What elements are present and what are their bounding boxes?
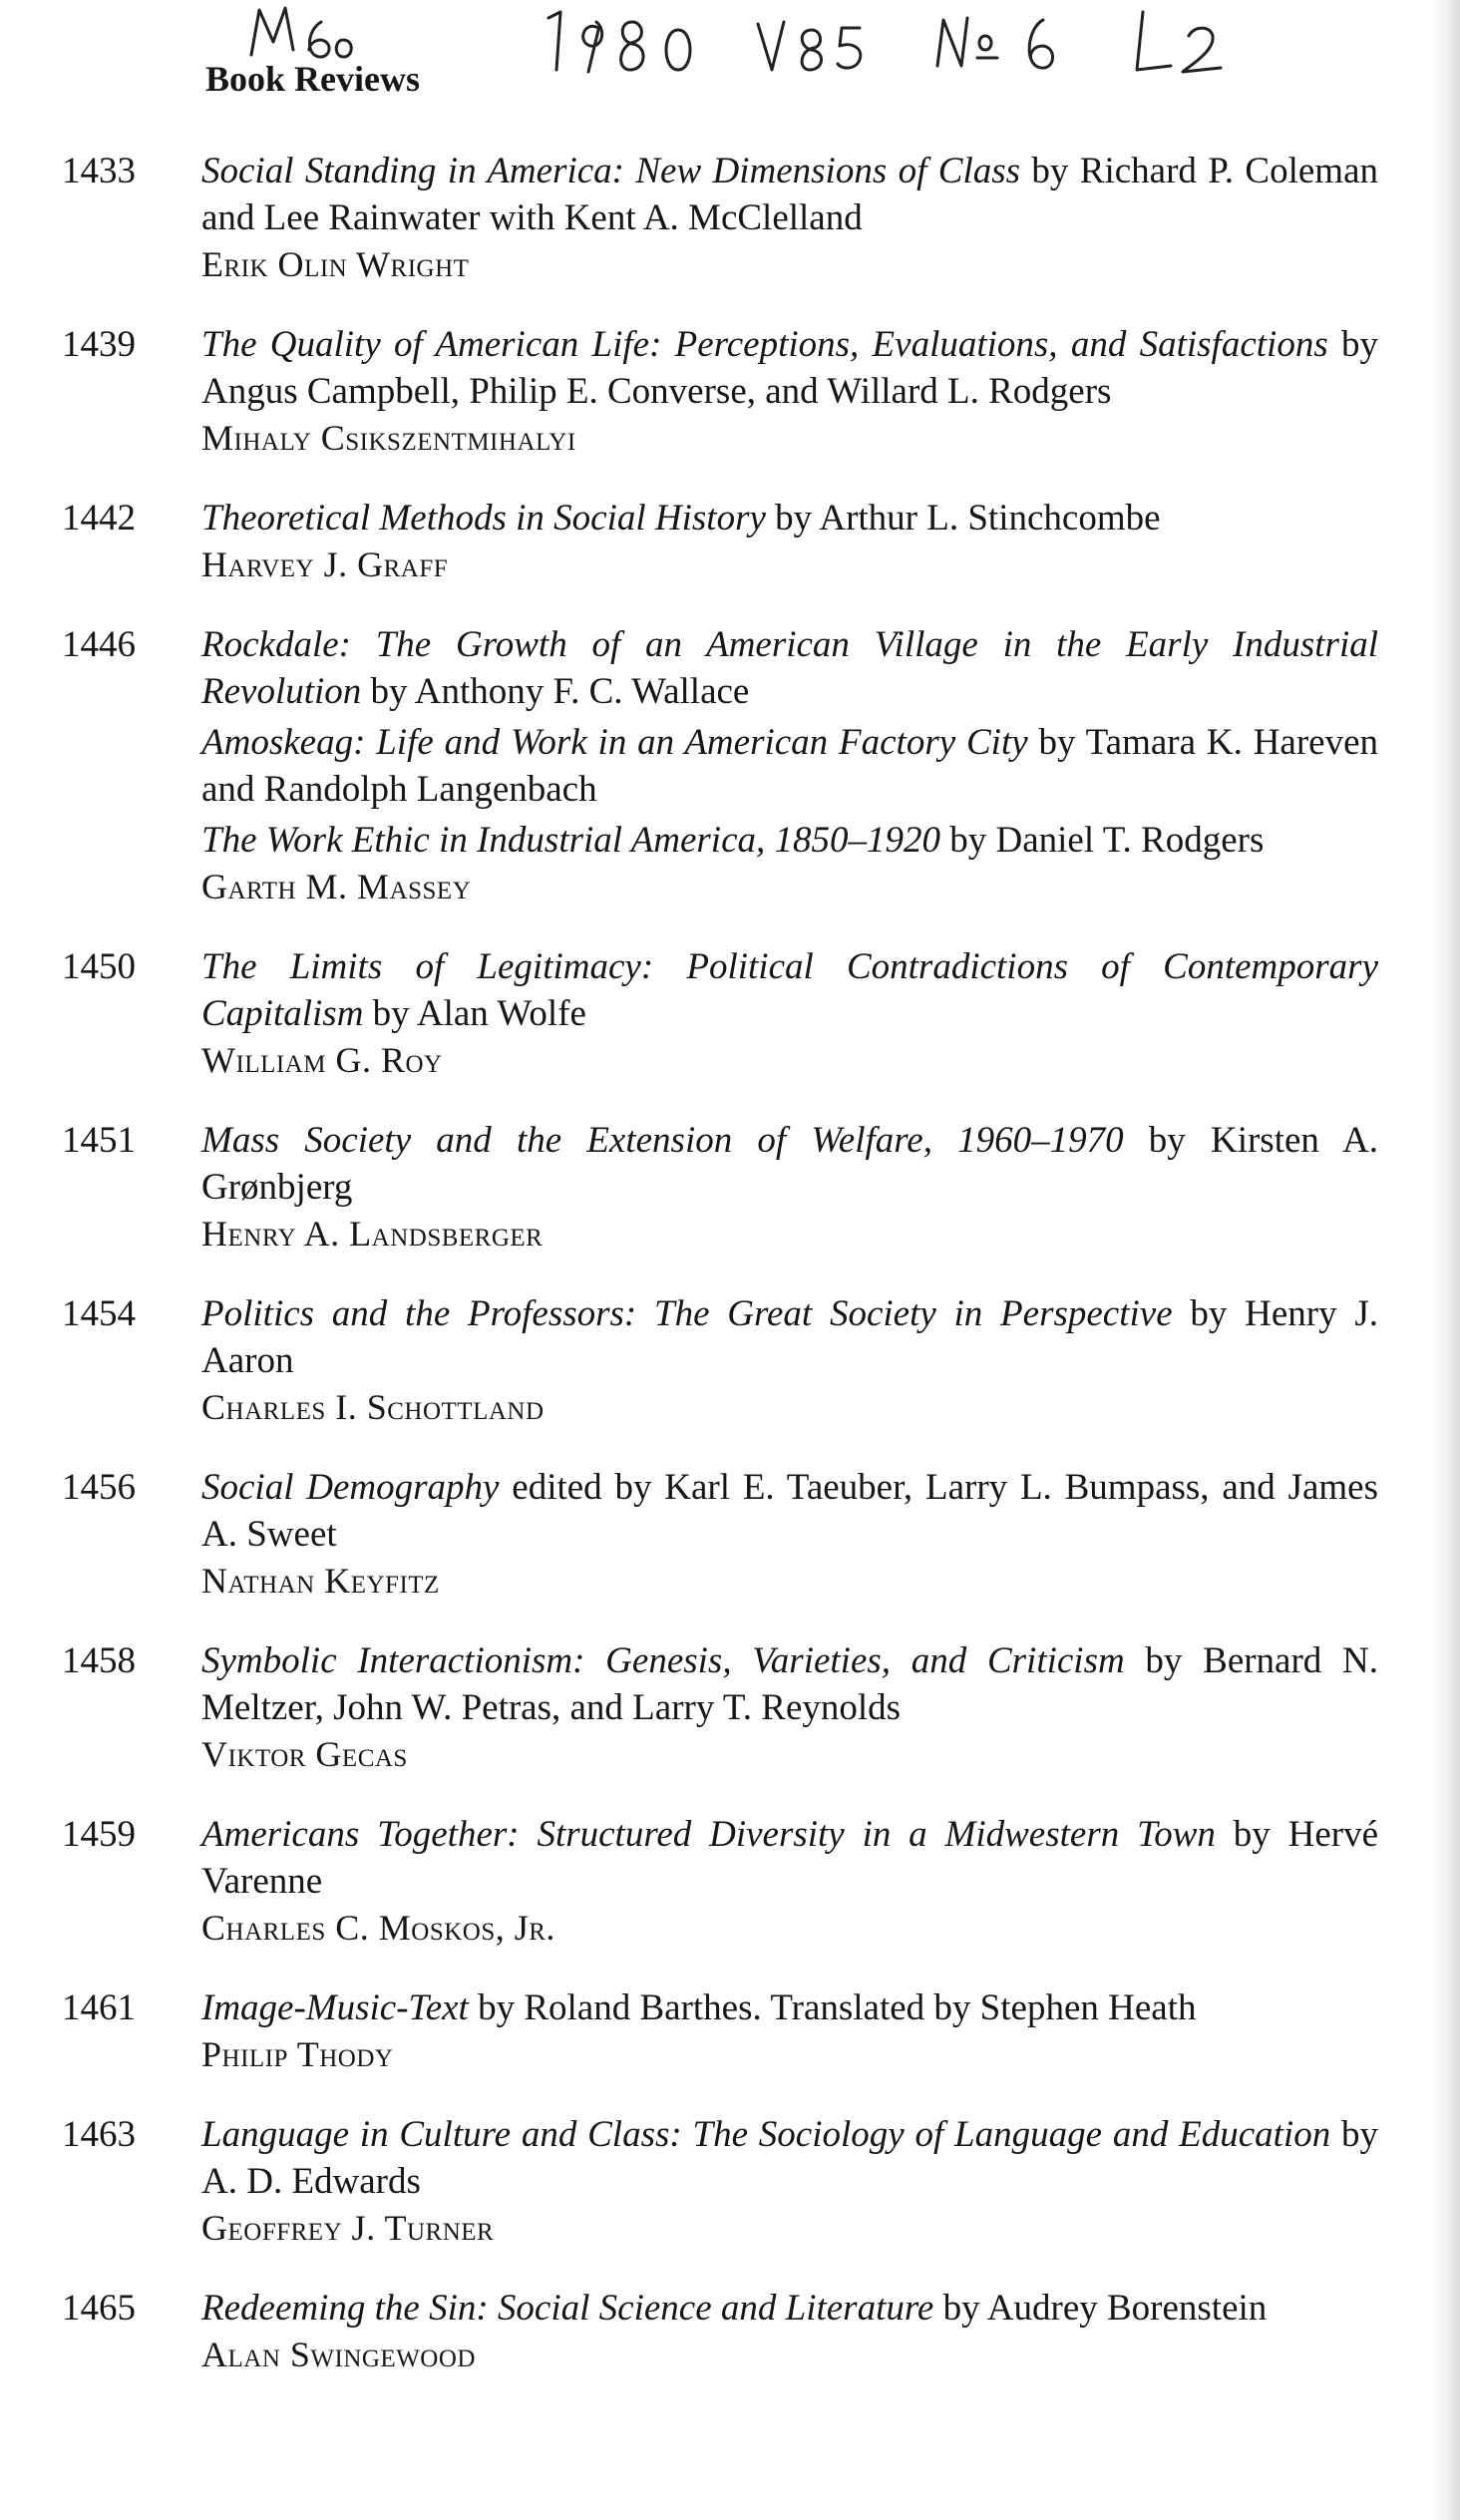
page-number: 1450 <box>62 946 136 987</box>
reviewer-name: Nathan Keyfitz <box>201 1561 440 1601</box>
book-citation <box>201 1290 1378 1384</box>
book-authors: by Roland Barthes. Translated by Stephen Heath <box>468 1987 1197 2028</box>
book-authors: by Bernard N. Meltzer, John W. Petras, and Larry T. Reynolds <box>201 1640 1378 1728</box>
book-citation <box>201 495 1378 541</box>
reviewer-name: Garth M. Massey <box>201 867 472 906</box>
book-citation <box>201 1984 1378 2031</box>
book-citation <box>201 321 1378 415</box>
book-title: Amoskeag: Life and Work in an American Factory City <box>201 722 1028 763</box>
review-body <box>201 1464 1378 1604</box>
review-entry <box>62 1637 1378 1777</box>
page-number: 1446 <box>62 624 136 665</box>
book-citation <box>201 148 1378 241</box>
section-heading: Book Reviews <box>205 59 420 99</box>
review-entry <box>62 1117 1378 1257</box>
review-entry <box>62 943 1378 1083</box>
book-title: Language in Culture and Class: The Sociology of Language and Education <box>201 2114 1331 2155</box>
book-citation <box>201 1811 1378 1905</box>
scan-edge-shadow <box>1430 0 1460 2520</box>
review-body <box>201 1637 1378 1777</box>
reviewer-name: William G. Roy <box>201 1040 443 1080</box>
book-citation <box>201 1117 1378 1211</box>
review-body <box>201 495 1378 587</box>
review-entry <box>62 495 1378 587</box>
book-authors: by Alan Wolfe <box>363 993 586 1034</box>
book-title: Americans Together: Structured Diversity in a Midwestern Town <box>201 1814 1216 1855</box>
review-body <box>201 321 1378 461</box>
reviewer-name: Henry A. Landsberger <box>201 1214 544 1254</box>
book-citation <box>201 817 1378 864</box>
book-citation <box>201 943 1378 1037</box>
review-entry <box>62 321 1378 461</box>
review-body <box>201 621 1378 909</box>
page-number: 1451 <box>62 1120 136 1161</box>
review-entry <box>62 1464 1378 1604</box>
review-entry <box>62 621 1378 909</box>
page-number: 1454 <box>62 1293 136 1334</box>
review-entry <box>62 1984 1378 2077</box>
review-entry <box>62 2111 1378 2251</box>
book-citation <box>201 2285 1378 2332</box>
review-entry <box>62 148 1378 287</box>
book-citation <box>201 1464 1378 1558</box>
reviewer-name: Geoffrey J. Turner <box>201 2208 495 2248</box>
reviewer-name: Philip Thody <box>201 2034 394 2074</box>
book-title: Theoretical Methods in Social History <box>201 498 766 539</box>
reviewer-name: Charles C. Moskos, Jr. <box>201 1908 555 1948</box>
review-entry <box>62 1811 1378 1951</box>
book-authors: by Kirsten A. Grønbjerg <box>201 1120 1379 1208</box>
page-number: 1459 <box>62 1814 136 1855</box>
page-number: 1461 <box>62 1987 136 2028</box>
review-entry <box>62 1290 1378 1430</box>
reviewer-name: Erik Olin Wright <box>201 244 470 284</box>
book-title: Image-Music-Text <box>201 1987 469 2028</box>
reviewer-name: Charles I. Schottland <box>201 1387 545 1427</box>
book-authors: by Angus Campbell, Philip E. Converse, and Willard L. Rodgers <box>201 324 1379 412</box>
review-body <box>201 1984 1378 2077</box>
review-body <box>201 2111 1378 2251</box>
page-number: 1458 <box>62 1640 136 1681</box>
book-authors: edited by Karl E. Taeuber, Larry L. Bumpass, and James A. Sweet <box>201 1467 1378 1555</box>
book-title: Social Standing in America: New Dimensions of Class <box>201 151 1021 191</box>
review-body <box>201 1290 1378 1430</box>
review-body <box>201 1117 1378 1257</box>
book-title: Mass Society and the Extension of Welfare, 1960–1970 <box>201 1120 1124 1161</box>
page-number: 1433 <box>62 151 136 191</box>
reviewer-name: Viktor Gecas <box>201 1734 408 1774</box>
book-title: Symbolic Interactionism: Genesis, Varieties, and Criticism <box>201 1640 1125 1681</box>
book-review-list <box>62 148 1378 2411</box>
book-authors: by Henry J. Aaron <box>201 1293 1378 1381</box>
review-body <box>201 148 1378 287</box>
review-body <box>201 2285 1378 2377</box>
book-citation <box>201 621 1378 715</box>
reviewer-name: Harvey J. Graff <box>201 544 449 584</box>
reviewer-name: Alan Swingewood <box>201 2335 476 2374</box>
book-title: The Quality of American Life: Perceptions, Evaluations, and Satisfactions <box>201 324 1328 365</box>
page-number: 1463 <box>62 2114 136 2155</box>
page-number: 1456 <box>62 1467 136 1508</box>
book-title: The Limits of Legitimacy: Political Contradictions of Contemporary Capitalism <box>201 946 1378 1034</box>
book-title: The Work Ethic in Industrial America, 1850–1920 <box>201 820 940 861</box>
book-authors: by Audrey Borenstein <box>933 2288 1268 2329</box>
book-authors: by Hervé Varenne <box>201 1814 1378 1902</box>
book-title: Rockdale: The Growth of an American Village in the Early Industrial Revolution <box>201 624 1378 712</box>
page-number: 1442 <box>62 498 136 539</box>
book-authors: by Anthony F. C. Wallace <box>361 671 750 712</box>
book-authors: by Richard P. Coleman and Lee Rainwater with Kent A. McClelland <box>201 151 1378 238</box>
book-authors: by Daniel T. Rodgers <box>940 820 1265 861</box>
reviewer-name: Mihaly Csikszentmihalyi <box>201 418 576 458</box>
book-authors: by Arthur L. Stinchcombe <box>765 498 1161 539</box>
book-citation <box>201 2111 1378 2205</box>
book-title: Politics and the Professors: The Great Society in Perspective <box>201 1293 1173 1334</box>
page-number: 1439 <box>62 324 136 365</box>
review-body <box>201 1811 1378 1951</box>
book-authors: by Tamara K. Hareven and Randolph Langenbach <box>201 722 1379 810</box>
book-authors: by A. D. Edwards <box>201 2114 1379 2202</box>
book-citation <box>201 1637 1378 1731</box>
book-title: Social Demography <box>201 1467 500 1508</box>
review-body <box>201 943 1378 1083</box>
book-citation <box>201 719 1378 813</box>
page-number: 1465 <box>62 2288 136 2329</box>
review-entry <box>62 2285 1378 2377</box>
book-title: Redeeming the Sin: Social Science and Literature <box>201 2288 934 2329</box>
